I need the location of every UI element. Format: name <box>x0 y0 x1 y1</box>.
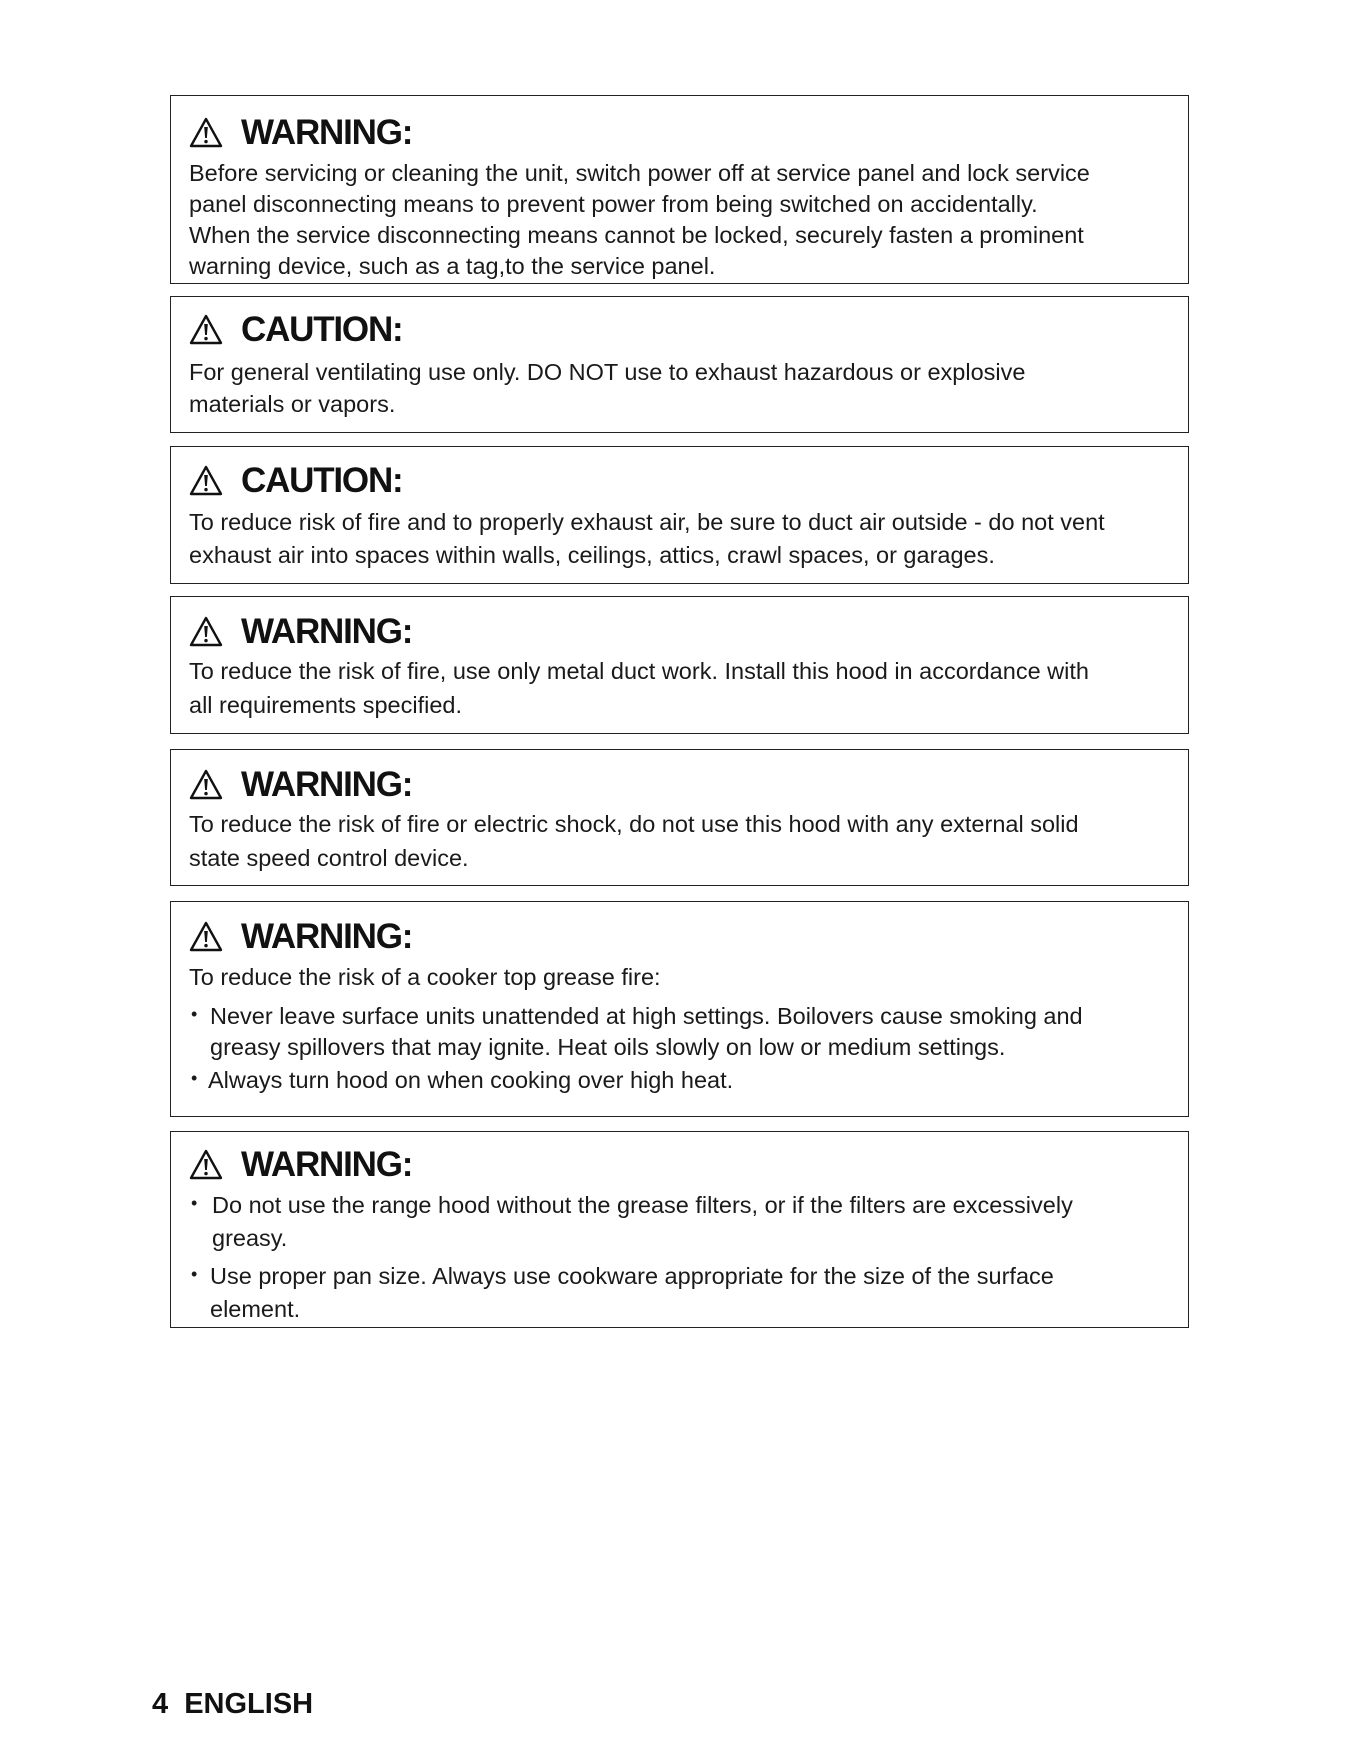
bullet-dot: • <box>191 1193 198 1213</box>
warning-triangle-icon <box>189 314 223 345</box>
notice-header <box>189 115 412 150</box>
notice-title: WARNING: <box>241 765 413 804</box>
warning-triangle-icon <box>189 769 223 800</box>
bullet-dot: • <box>191 1264 198 1284</box>
body-line: element. <box>210 1296 301 1322</box>
body-line: all requirements specified. <box>189 692 462 718</box>
bullet-item <box>189 1260 1184 1326</box>
body-line: When the service disconnecting means cannot be locked, securely fasten a prominent <box>189 222 1084 248</box>
body-line: materials or vapors. <box>189 391 396 417</box>
bullet-dot: • <box>191 1004 198 1024</box>
body-line: exhaust air into spaces within walls, ceilings, attics, crawl spaces, or garages. <box>189 542 995 568</box>
warning-triangle-icon <box>189 616 223 647</box>
body-line: Use proper pan size. Always use cookware appropriate for the size of the surface <box>210 1263 1054 1289</box>
body-line: To reduce the risk of fire, use only metal duct work. Install this hood in accordance with <box>189 658 1089 684</box>
notice-header <box>189 463 403 498</box>
warning-box-metal-duct <box>170 596 1189 734</box>
notice-title: CAUTION: <box>241 310 403 349</box>
body-line: Always turn hood on when cooking over high heat. <box>208 1067 734 1093</box>
caution-box-exhaust <box>170 446 1189 584</box>
bullet-item <box>189 1065 1184 1096</box>
notice-header <box>189 767 412 802</box>
body-line: Never leave surface units unattended at high settings. Boilovers cause smoking and <box>210 1003 1083 1029</box>
warning-box-speed-control <box>170 749 1189 886</box>
body-line: state speed control device. <box>189 845 469 871</box>
warning-triangle-icon <box>189 921 223 952</box>
notice-body <box>189 356 1184 420</box>
warning-box-filters <box>170 1131 1189 1328</box>
bullet-item <box>189 1001 1184 1063</box>
notice-title: WARNING: <box>241 612 413 651</box>
notice-title: WARNING: <box>241 1145 413 1184</box>
body-line: panel disconnecting means to prevent power from being switched on accidentally. <box>189 191 1038 217</box>
warning-triangle-icon <box>189 1149 223 1180</box>
body-line: greasy spillovers that may ignite. Heat oils slowly on low or medium settings. <box>210 1034 1006 1060</box>
footer-language: ENGLISH <box>184 1688 314 1720</box>
notice-header <box>189 919 412 954</box>
warning-box-service-power <box>170 95 1189 284</box>
warning-box-grease-fire <box>170 901 1189 1117</box>
notice-title: CAUTION: <box>241 461 403 500</box>
body-line: warning device, such as a tag,to the service panel. <box>189 253 716 279</box>
warning-triangle-icon <box>189 117 223 148</box>
notice-header <box>189 614 412 649</box>
notice-body <box>189 158 1184 282</box>
body-line: For general ventilating use only. DO NOT use to exhaust hazardous or explosive <box>189 359 1026 385</box>
notice-body <box>189 962 1184 1096</box>
body-intro: To reduce the risk of a cooker top grease fire: <box>189 964 661 990</box>
bullet-item <box>189 1189 1184 1255</box>
body-line: greasy. <box>212 1225 288 1251</box>
bullet-dot: • <box>191 1068 198 1088</box>
caution-box-general-use <box>170 296 1189 433</box>
notice-body <box>189 1189 1184 1326</box>
body-line: To reduce risk of fire and to properly exhaust air, be sure to duct air outside - do not vent <box>189 509 1105 535</box>
page-number: 4 <box>152 1688 169 1720</box>
body-line: To reduce the risk of fire or electric shock, do not use this hood with any external solid <box>189 811 1079 837</box>
notice-header <box>189 1147 412 1182</box>
notice-body <box>189 654 1184 722</box>
notice-title: WARNING: <box>241 113 413 152</box>
notice-body <box>189 506 1184 572</box>
warning-triangle-icon <box>189 465 223 496</box>
notice-body <box>189 807 1184 875</box>
notice-header <box>189 312 403 347</box>
body-line: Before servicing or cleaning the unit, switch power off at service panel and lock service <box>189 160 1090 186</box>
page-footer <box>152 1688 313 1721</box>
body-line: Do not use the range hood without the grease filters, or if the filters are excessively <box>212 1192 1073 1218</box>
notice-title: WARNING: <box>241 917 413 956</box>
